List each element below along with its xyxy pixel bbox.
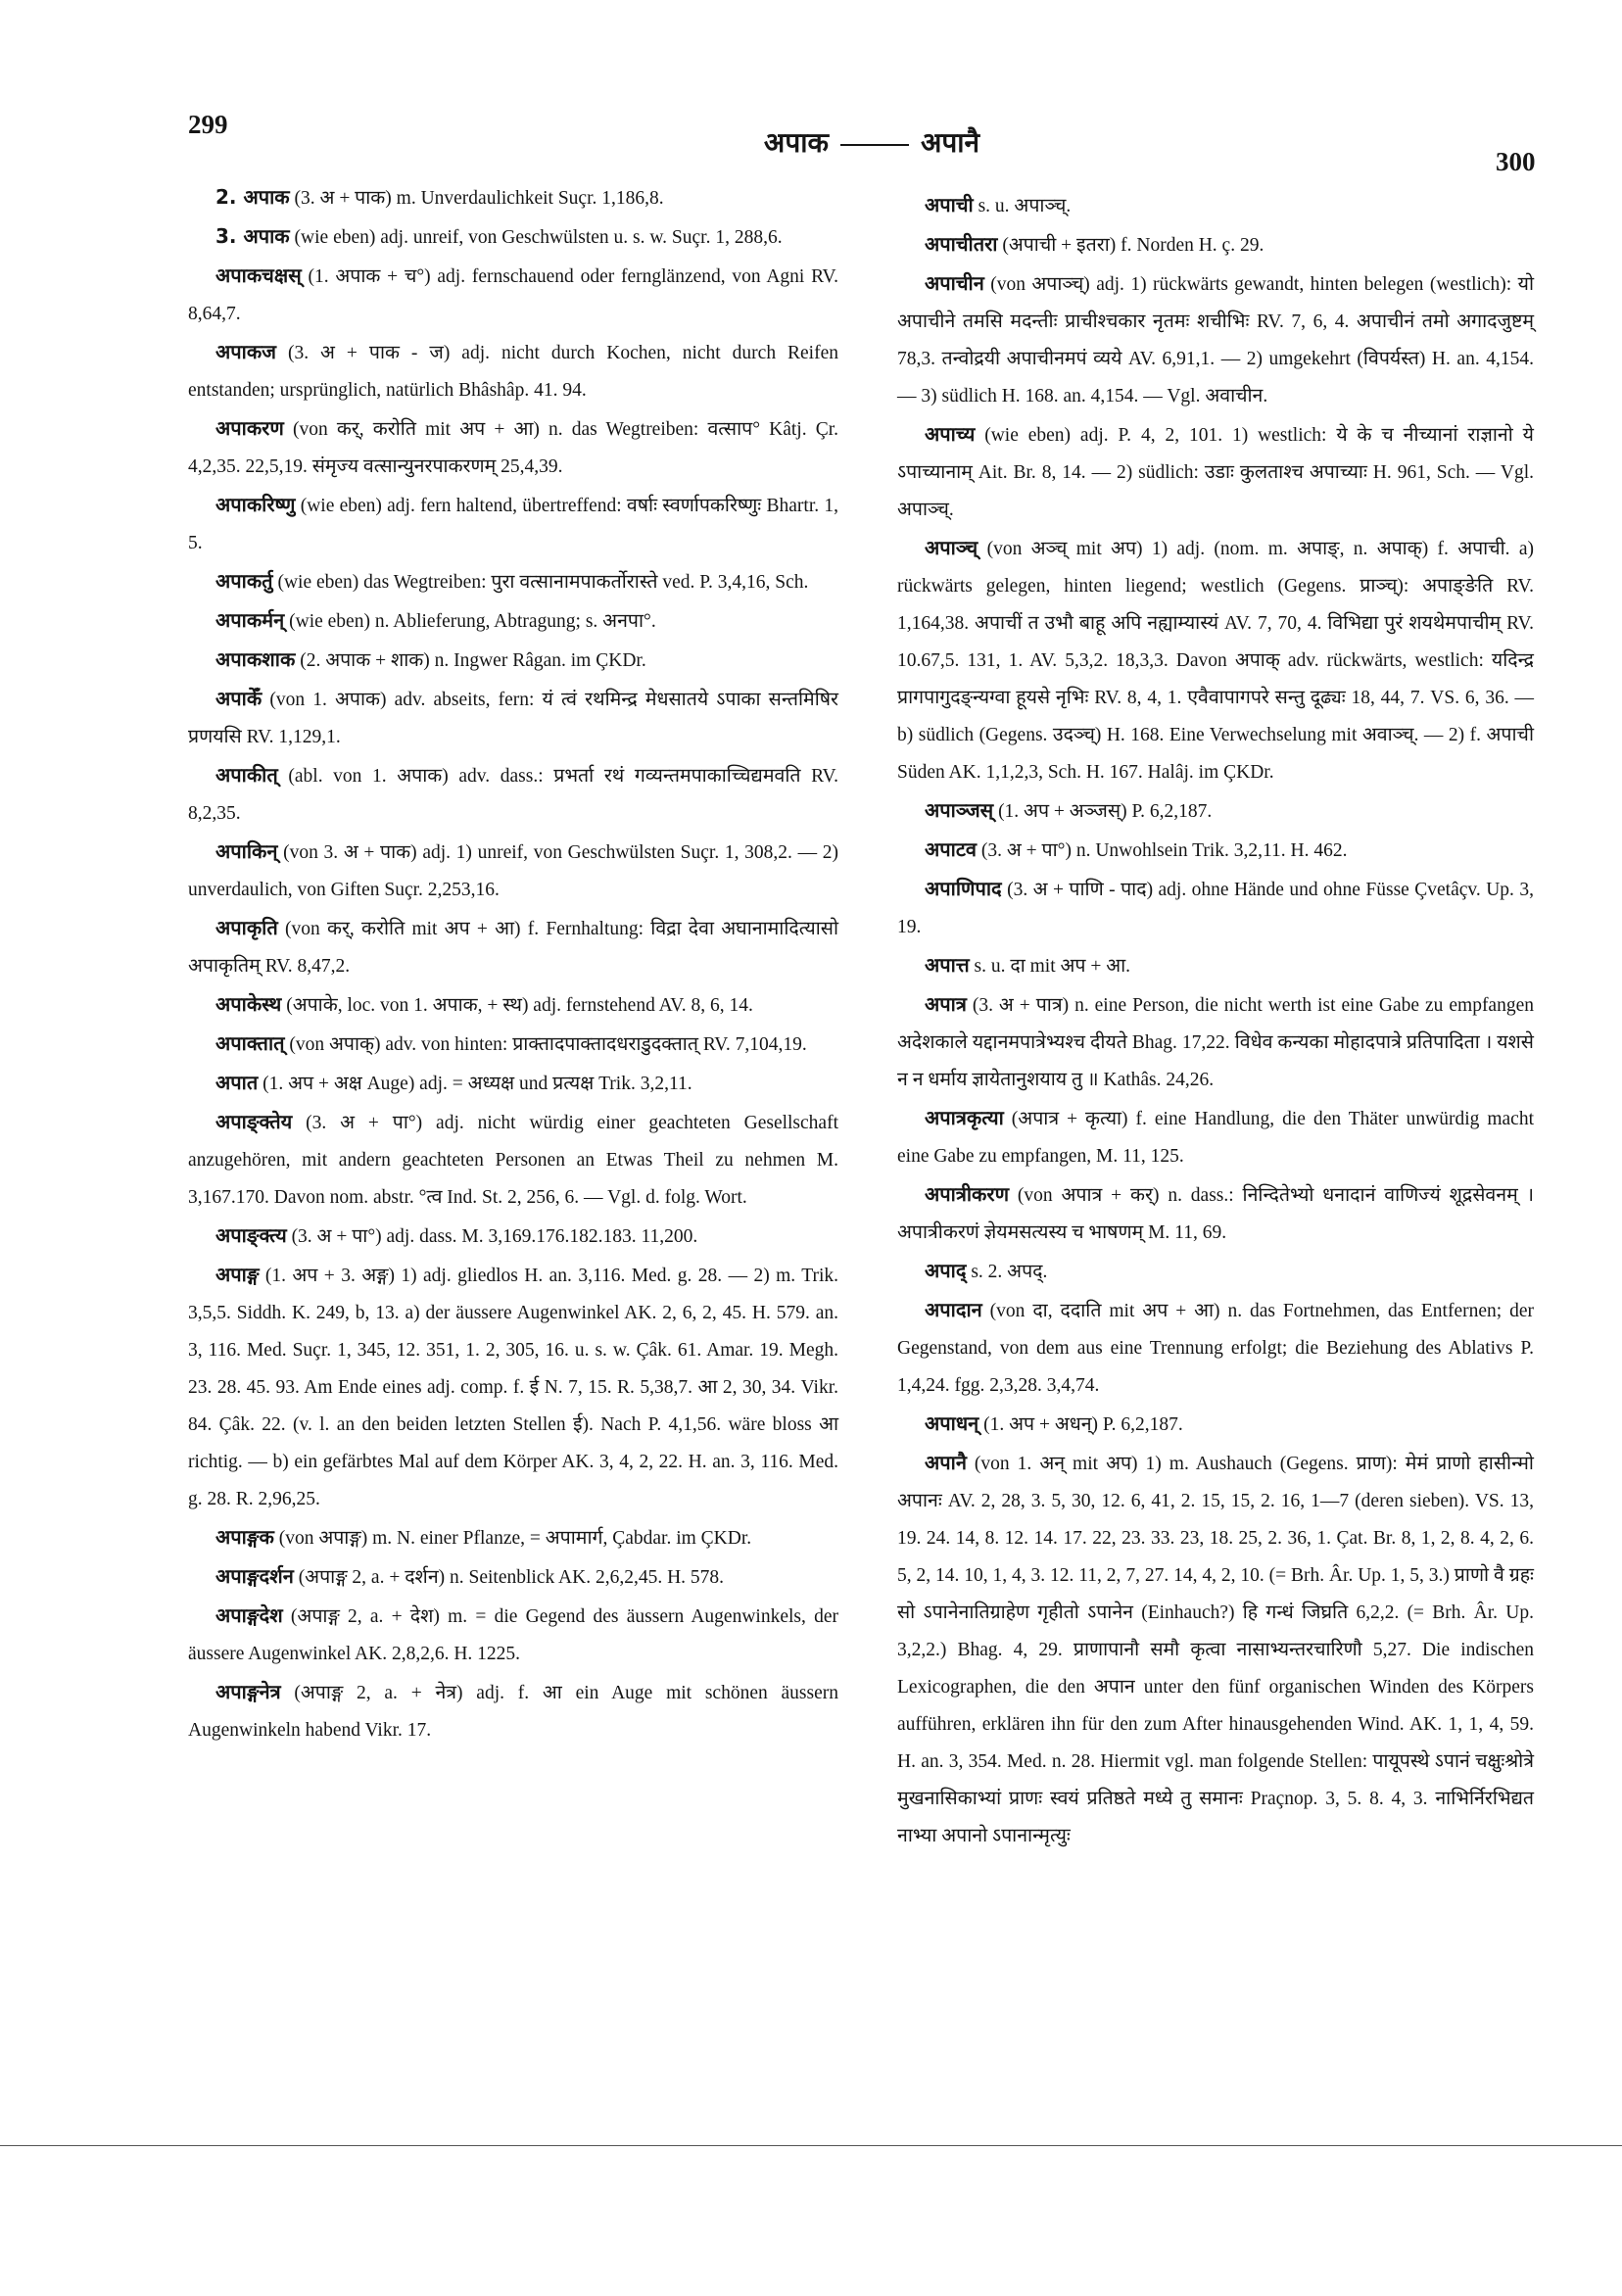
entry-headword: अपादान — [925, 1298, 982, 1321]
entry-headword: अपाङ्गक — [215, 1525, 274, 1549]
entry-headword: अपानै — [925, 1451, 967, 1474]
entry-headword: अपाङ्गनेत्र — [215, 1680, 281, 1703]
entry-headword: अपाक्तात् — [215, 1031, 285, 1055]
dictionary-entry — [897, 264, 1534, 415]
dictionary-entry — [188, 601, 838, 641]
dictionary-entry — [897, 1099, 1534, 1175]
entry-text: (1. अप + अक्ष Auge) adj. = अध्यक्ष und प्रत्यक्ष Trik. 3,2,11. — [258, 1074, 692, 1094]
entry-headword: अपाकेँ — [215, 687, 262, 710]
entry-headword: अपाकरिष्णु — [215, 493, 296, 516]
dictionary-entry — [897, 1291, 1534, 1405]
entry-headword: अपाकिन् — [215, 839, 278, 863]
dictionary-entry — [897, 225, 1534, 264]
dictionary-entry — [897, 946, 1534, 985]
dictionary-entry — [188, 909, 838, 985]
entry-text: (von कर्, करोति mit अप + आ) n. das Wegtreiben: वत्साप° Kâtj. Çr. 4,2,35. 22,5,19. संमृज्य वत्सान्युनरपाकरणम् 25,4,39. — [188, 419, 838, 477]
dictionary-entry — [897, 186, 1534, 225]
entry-text: (अपाके, loc. von 1. अपाक, + स्थ) adj. fernstehend AV. 8, 6, 14. — [281, 995, 753, 1016]
entry-text: (3. अ + पा°) adj. nicht würdig einer geachteten Gesellschaft anzugehören, mit andern geachteten Personen an Etwas Theil zu nehmen M. 3,167.170. Davon nom. abstr. °त्व Ind. St. 2, 256, 6. — Vgl. d. folg. Wort. — [188, 1113, 838, 1208]
entry-text: (von 3. अ + पाक) adj. 1) unreif, von Geschwülsten Suçr. 1, 308,2. — 2) unverdaulich, von Giften Suçr. 2,253,16. — [188, 842, 838, 900]
dictionary-entry — [188, 1025, 838, 1064]
entry-text: (3. अ + पाणि - पाद) adj. ohne Hände und ohne Füsse Çvetâçv. Up. 3, 19. — [897, 880, 1534, 937]
entry-text: (von अपाङ्ग) m. N. einer Pflanze, = अपामार्ग, Çabdar. im ÇKDr. — [273, 1528, 752, 1549]
dictionary-entry — [897, 529, 1534, 791]
header-dash — [840, 144, 909, 146]
entry-headword: अपाञ्जस् — [925, 798, 994, 822]
dictionary-entry — [897, 870, 1534, 946]
entry-text: (3. अ + पात्र) n. eine Person, die nicht werth ist eine Gabe zu empfangen अदेशकाले यद्दानमपात्रेभ्यश्च दीयते Bhag. 17,22. विधेव कन्यका मोहादपात्रे प्रतिपादिता । यशसे न न धर्माय ज्ञायेतानुशयाय तु ॥ Kathâs. 24,26. — [897, 995, 1534, 1090]
header-word-right: अपानै — [920, 126, 980, 159]
entry-headword: अपाङ्गदेश — [215, 1603, 283, 1627]
entry-headword: अपाङ्गदर्शन — [215, 1564, 294, 1588]
dictionary-entry — [188, 1217, 838, 1256]
dictionary-entry — [188, 1518, 838, 1557]
entry-text: (von अपाक्) adv. von hinten: प्राक्तादपाक्तादधराडुदक्तात् RV. 7,104,19. — [284, 1034, 807, 1055]
dictionary-entry — [897, 791, 1534, 831]
entry-text: (1. अप + अञ्जस्) P. 6,2,187. — [993, 801, 1213, 822]
entry-headword: अपाची — [925, 193, 974, 216]
entry-text: (2. अपाक + शाक) n. Ingwer Râgan. im ÇKDr. — [295, 650, 646, 671]
dictionary-entry — [188, 1597, 838, 1673]
entry-headword: अपाकशाक — [215, 647, 296, 671]
entry-text: (1. अप + अधन्) P. 6,2,187. — [978, 1414, 1183, 1435]
dictionary-entry — [188, 1673, 838, 1749]
page-number-left: 299 — [188, 110, 228, 139]
dictionary-entry — [897, 831, 1534, 870]
entry-headword: अपाकर्मन् — [215, 608, 285, 632]
entry-headword: अपाकर्तु — [215, 569, 273, 593]
entry-text: (von अञ्च् mit अप) 1) adj. (nom. m. अपाङ्, n. अपाक्) f. अपाची. a) rückwärts gelegen, hinten liegend; westlich (Gegens. प्राञ्च्): अपाङ्ङेति RV. 1,164,38. अपाचीं त उभौ बाहू अपि नह्याम्यास्यं AV. 7, 70, 4. विभिद्या पुरं शयथेमपाचीम् RV. 10.67,5. 131, 1. AV. 5,3,2. 18,3,3. Davon अपाक् adv. rückwärts, westlich: यदिन्द्र प्रागपागुदङ्न्यग्वा हूयसे नृभिः RV. 8, 4, 1. एवैवापागपरे सन्तु दूढ्यः 18, 44, 7. VS. 6, 36. — b) südlich (Gegens. उदञ्च्) H. 168. Eine Verwechselung mit अवाञ्च्. — 2) f. अपाची Süden AK. 1,1,2,3, Sch. H. 167. Halâj. im ÇKDr. — [897, 539, 1534, 783]
entry-headword: अपात्त — [925, 953, 970, 977]
entry-text: (अपाची + इतरा) f. Norden H. ç. 29. — [997, 235, 1264, 256]
dictionary-entry — [188, 1557, 838, 1597]
entry-headword: अपाङ्ग — [215, 1263, 260, 1286]
entry-text: (3. अ + पा°) adj. dass. M. 3,169.176.182.183. 11,200. — [286, 1226, 698, 1247]
entry-text: (wie eben) adj. fern haltend, übertreffend: वर्षाः स्वर्णापकरिष्णुः Bhartr. 1, 5. — [188, 496, 838, 553]
dictionary-entry — [897, 1252, 1534, 1291]
entry-headword: अपाकृति — [215, 916, 278, 939]
left-column — [188, 178, 838, 1749]
entry-text: (von 1. अपाक) adv. abseits, fern: यं त्वं रथमिन्द्र मेधसातये ऽपाका सन्तमिषिर प्रणयसि RV. 1,129,1. — [188, 690, 838, 747]
dictionary-entry — [188, 833, 838, 909]
right-column — [897, 186, 1534, 1855]
dictionary-entry — [188, 641, 838, 680]
entry-headword: अपात्रीकरण — [925, 1182, 1010, 1206]
entry-headword: अपाकरण — [215, 416, 284, 440]
entry-headword: अपात — [215, 1071, 259, 1094]
entry-headword: अपाकचक्षस् — [215, 263, 302, 287]
entry-headword: अपाङ्क्त्य — [215, 1223, 287, 1247]
entry-text: (1. अपाक + च°) adj. fernschauend oder fernglänzend, von Agni RV. 8,64,7. — [188, 266, 838, 324]
header-word-left: अपाक — [763, 126, 829, 159]
entry-headword: अपाणिपाद — [925, 877, 1002, 900]
dictionary-entry — [188, 1256, 838, 1518]
entry-headword: अपाञ्च् — [925, 536, 978, 559]
dictionary-entry — [897, 1405, 1534, 1444]
running-header — [744, 123, 999, 161]
dictionary-entry — [897, 1175, 1534, 1252]
dictionary-entry — [188, 562, 838, 601]
entry-headword: अपाचीन — [925, 271, 984, 295]
dictionary-entry — [897, 985, 1534, 1099]
entry-text: (von अपात्र + कर्) n. dass.: निन्दितेभ्यो धनादानं वाणिज्यं शूद्रसेवनम् । अपात्रीकरणं ज्ञेयमसत्यस्य च भाषणम् M. 11, 69. — [897, 1185, 1534, 1243]
entry-headword: अपाटव — [925, 837, 978, 861]
entry-headword: अपाद् — [925, 1259, 967, 1282]
dictionary-entry — [188, 1103, 838, 1217]
page-number-right: 300 — [1496, 147, 1536, 176]
entry-text: (3. अ + पाक) m. Unverdaulichkeit Suçr. 1,186,8. — [289, 188, 664, 209]
entry-headword: अपाचीतरा — [925, 232, 998, 256]
dictionary-entry — [897, 1444, 1534, 1855]
dictionary-entry — [188, 680, 838, 756]
dictionary-entry — [188, 257, 838, 333]
entry-text: s. u. अपाञ्च्. — [973, 196, 1072, 216]
entry-text: (wie eben) das Wegtreiben: पुरा वत्सानामपाकर्तोरास्ते ved. P. 3,4,16, Sch. — [272, 572, 809, 593]
entry-text: (wie eben) n. Ablieferung, Abtragung; s. अनपा°. — [284, 611, 656, 632]
dictionary-entry — [188, 409, 838, 486]
entry-headword: 2. अपाक — [215, 185, 290, 209]
dictionary-entry — [188, 178, 838, 217]
entry-headword: अपाधन् — [925, 1411, 979, 1435]
entry-text: (wie eben) adj. P. 4, 2, 101. 1) westlich: ये के च नीच्यानां राज्ञानो ये ऽपाच्यानाम् Ait. Br. 8, 14. — 2) südlich: उडाः कुलताश्च अपाच्याः H. 961, Sch. — Vgl. अपाञ्च्. — [897, 425, 1534, 520]
entry-headword: अपाच्य — [925, 422, 976, 446]
entry-headword: अपाकेस्थ — [215, 992, 282, 1016]
dictionary-entry — [188, 756, 838, 833]
entry-text: (अपाङ्ग 2, a. + दर्शन) n. Seitenblick AK. 2,6,2,45. H. 578. — [293, 1567, 725, 1588]
entry-text: (अपाङ्ग 2, a. + देश) m. = die Gegend des äussern Augenwinkels, der äussere Augenwinkel AK. 2,8,2,6. H. 1225. — [188, 1606, 838, 1664]
dictionary-entry — [188, 985, 838, 1025]
entry-text: (abl. von 1. अपाक) adv. dass.: प्रभर्ता रथं गव्यन्तमपाकाच्चिद्यमवति RV. 8,2,35. — [188, 766, 838, 824]
entry-text: (wie eben) adj. unreif, von Geschwülsten u. s. w. Suçr. 1, 288,6. — [289, 227, 783, 248]
entry-headword: अपाकीत् — [215, 763, 278, 787]
dictionary-entry — [188, 217, 838, 257]
entry-text: s. u. दा mit अप + आ. — [969, 956, 1131, 977]
entry-text: (von अपाञ्च्) adj. 1) rückwärts gewandt, hinten belegen (westlich): यो अपाचीने तमसि मदन्तीः प्राचीश्चकार नृतमः शचीभिः RV. 7, 6, 4. अपाचीनं तमो अगादजुष्टम् 78,3. तन्वोद्रयी अपाचीनमपं व्यये AV. 6,91,1. — 2) umgekehrt (विपर्यस्त) H. an. 4,154. — 3) südlich H. 168. an. 4,154. — Vgl. अवाचीन. — [897, 274, 1534, 407]
entry-headword: अपाकज — [215, 340, 277, 363]
entry-text: s. 2. अपद्. — [966, 1262, 1048, 1282]
dictionary-entry — [188, 333, 838, 409]
entry-headword: अपात्रकृत्या — [925, 1106, 1004, 1129]
entry-text: (von 1. अन् mit अप) 1) m. Aushauch (Gegens. प्राण): मेमं प्राणो हासीन्मो अपानः AV. 2, 28, 3. 5, 30, 12. 6, 41, 2. 15, 15, 2. 16, 1—7 (deren sieben). VS. 13, 19. 24. 14, 8. 12. 14. 17. 22, 23. 33. 23, 18. 25, 2. 36, 1. Çat. Br. 8, 1, 2, 8. 4, 2, 6. 5, 2, 14. 10, 1, 4, 3. 12. 11, 2, 7, 27. 14, 4, 2, 10. (= Brh. Âr. Up. 1, 5, 3.) प्राणो वै ग्रहः सो ऽपानेनातिग्राहेण गृहीतो ऽपानेन (Einhauch?) हि गन्धं जिघ्रति 6,2,2. (= Brh. Âr. Up. 3,2,2.) Bhag. 4, 29. प्राणापानौ समौ कृत्वा नासाभ्यन्तरचारिणौ 5,27. Die indischen Lexicographen, die den अपान unter den fünf organischen Winden des Körpers aufführen, erklären ihn für den zum After hinausgehenden Wind. AK. 1, 1, 4, 59. H. an. 3, 354. Med. n. 28. Hiermit vgl. man folgende Stellen: पायूपस्थे ऽपानं चक्षुःश्रोत्रे मुखनासिकाभ्यां प्राणः स्वयं प्रतिष्ठते मध्ये तु समानः Praçnop. 3, 5. 8. 4, 3. नाभिर्निरभिद्यत नाभ्या अपानो ऽपानान्मृत्युः — [897, 1454, 1534, 1846]
dictionary-entry — [188, 486, 838, 562]
entry-text: (3. अ + पाक - ज) adj. nicht durch Kochen, nicht durch Reifen entstanden; ursprünglich, natürlich Bhâshâp. 41. 94. — [188, 343, 838, 401]
dictionary-entry — [188, 1064, 838, 1103]
footer-rule — [0, 2145, 1622, 2146]
entry-text: (1. अप + 3. अङ्ग) 1) adj. gliedlos H. an. 3,116. Med. g. 28. — 2) m. Trik. 3,5,5. Siddh. K. 249, b, 13. a) der äussere Augenwinkel AK. 2, 6, 2, 45. H. 579. an. 3, 116. Med. Suçr. 1, 345, 12. 351, 1. 2, 305, 16. u. s. w. Çâk. 61. Amar. 19. Megh. 23. 28. 45. 93. Am Ende eines adj. comp. f. ई N. 7, 15. R. 5,38,7. आ 2, 30, 34. Vikr. 84. Çâk. 22. (v. l. an den beiden letzten Stellen ई). Nach P. 4,1,56. wäre bloss आ richtig. — b) ein gefärbtes Mal auf dem Körper AK. 3, 4, 2, 22. H. an. 3, 116. Med. g. 28. R. 2,96,25. — [188, 1266, 838, 1509]
entry-text: (अपाङ्ग 2, a. + नेत्र) adj. f. आ ein Auge mit schönen äussern Augenwinkeln habend Vikr. 17. — [188, 1683, 838, 1741]
entry-text: (von कर्, करोति mit अप + आ) f. Fernhaltung: विद्रा देवा अघानामादित्यासो अपाकृतिम् RV. 8,47,2. — [188, 919, 838, 977]
entry-text: (von दा, ददाति mit अप + आ) n. das Fortnehmen, das Entfernen; der Gegenstand, von dem aus eine Trennung erfolgt; die Beziehung des Ablativs P. 1,4,24. fgg. 2,3,28. 3,4,74. — [897, 1301, 1534, 1396]
dictionary-entry — [897, 415, 1534, 529]
entry-headword: अपाङ्क्तेय — [215, 1110, 293, 1133]
entry-headword: अपात्र — [925, 992, 967, 1016]
entry-text: (3. अ + पा°) n. Unwohlsein Trik. 3,2,11. H. 462. — [977, 840, 1348, 861]
entry-headword: 3. अपाक — [215, 224, 290, 248]
entry-text: (अपात्र + कृत्या) f. eine Handlung, die den Thäter unwürdig macht eine Gabe zu empfangen, M. 11, 125. — [897, 1109, 1534, 1167]
